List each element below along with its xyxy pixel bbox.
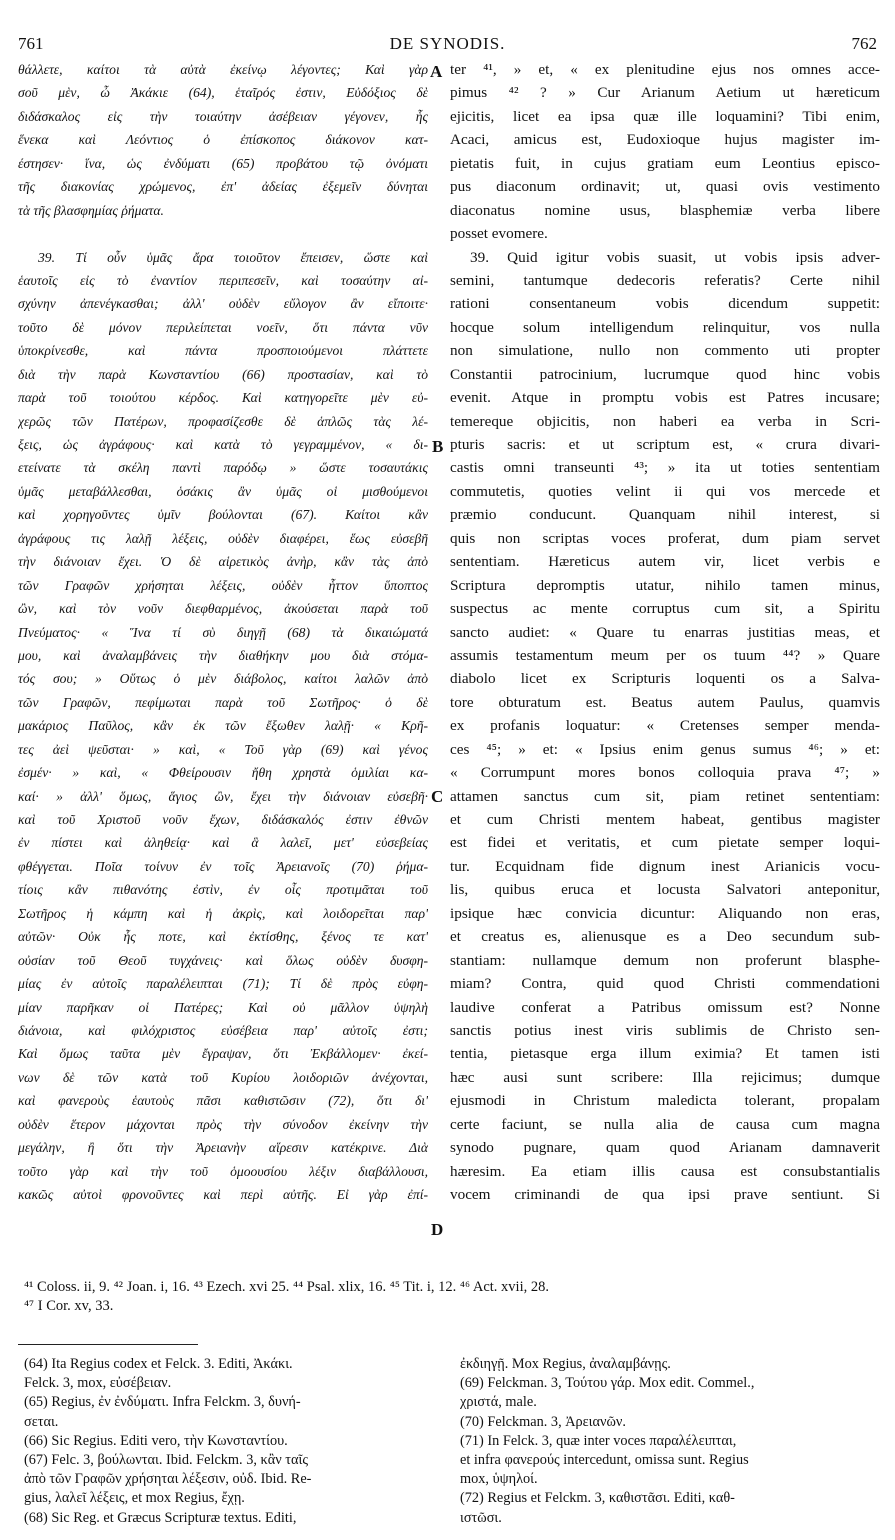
text-line: διάνοια, καὶ φιλόχριστος εὐσέβεια παρ' αὐτοῖς ἐστι; (18, 1022, 428, 1038)
text-line: τῶν Γραφῶν, πεφίμωται παρὰ τοῦ Σωτῆρος· ὁ δὲ (18, 694, 428, 710)
text-line: ipsique hæc convicia dicuntur: Aliquando non eras, (450, 904, 880, 922)
latin-paragraph-39 (450, 246, 880, 1207)
text-line: ejicitis, licet ea ipsa quæ ille loquamini? Tibi enim, (450, 107, 880, 125)
text-line: lis, quibus eruca et locusta Salvatori anteponitur, (450, 881, 880, 899)
text-line: laudive conferat a Patribus omissum est? Nonne (450, 998, 880, 1016)
scripture-references-line-1: ⁴¹ Coloss. ii, 9. ⁴² Joan. i, 16. ⁴³ Ezech. xvi 25. ⁴⁴ Psal. xlix, 16. ⁴⁵ Tit. i, 12. ⁴⁶ Act. xvii, 28. (24, 1279, 549, 1295)
text-line: commutetis, quoties velint ii qui vos mercede et (450, 482, 880, 500)
text-line: τοῦτο δὲ μόνον περιλείπεται νοεῖν, ὅτι πάντα νῦν (18, 319, 428, 335)
text-line: (69) Felckman. 3, Τούτου γάρ. Mox edit. Commel., (460, 1375, 755, 1392)
greek-column (18, 58, 428, 1206)
text-line: μίαν παρῆκαν οἱ Πατέρες; Καὶ οὐ μᾶλλον ὑψηλὴ (18, 999, 428, 1015)
text-line: evenit. Atque in promptu vobis est Patres incusare; (450, 389, 880, 407)
text-line: rationi consentaneum vobis dicendum suppetit: (450, 295, 880, 313)
text-line: tore obturatum est. Beatus autem Paulus, quamvis (450, 693, 880, 711)
text-line: καὶ τοῦ Χριστοῦ νοῦν ἔχων, διδάσκαλός ἐστιν ἐθνῶν (18, 812, 428, 827)
text-line: ὢν, καὶ τὸν νοῦν διεφθαρμένος, ἀκούσεται παρὰ τοῦ (18, 601, 428, 617)
text-line: τὴν διάνοιαν ἔχει. Ὁ δὲ αἱρετικὸς ἀνὴρ, κἂν τὰς ἀπὸ (18, 554, 428, 570)
editorial-notes-right (460, 1355, 880, 1528)
text-line: ἑαυτοῖς εἰς τὸ ἐναντίον περιπεσεῖν, καὶ τοσαύτην αἰ- (18, 272, 428, 288)
text-line: (64) Ita Regius codex et Felck. 3. Editi, Ἀκάκι. (24, 1356, 293, 1372)
text-line: hocque solum intelligendum relinquitur, vos nulla (450, 318, 880, 336)
text-line: sancto audiet: « Quare tu enarras justitias meas, et (450, 623, 880, 641)
text-line: (67) Felc. 3, βούλωνται. Ibid. Felckm. 3, κἂν ταῖς (24, 1451, 308, 1468)
text-line: est fidei et veritatis, et cum pietate semper loqui- (450, 834, 880, 852)
text-line: stantiam: nullamque demum non proferunt blasphe- (450, 951, 880, 969)
text-line: tentia, pietasque erga illum eximia? Et tamen isti (450, 1045, 880, 1063)
text-line: νων δὲ τῶν κατὰ τοῦ Κυρίου λοιδοριῶν ἀνέχονται, (18, 1069, 428, 1085)
text-line: μου, καὶ ἀναλαμβάνεις τὴν διαθήκην μου διὰ στόμα- (18, 647, 428, 663)
section-marker-d: D (431, 1220, 444, 1239)
text-line: μεγάλην, ἢ ὅτι τὴν Ἀρειανὴν αἵρεσιν κατέκρινε. Διὰ (18, 1140, 428, 1156)
section-marker-b: B (432, 437, 444, 456)
text-line: έστησεν· ἵνα, ὡς ἐνδύματι (65) προβάτου τῷ ὀνόματι (18, 155, 428, 171)
text-line: μακάριος Παῦλος, κἂν ἐκ τῶν ἔξωθεν λαλῇ· « Κρῆ- (18, 718, 428, 734)
scripture-references-line-2: ⁴⁷ I Cor. xv, 33. (24, 1298, 114, 1314)
text-line: synodo pugnare, quam quod Arianam damnaverit (450, 1139, 880, 1157)
text-line: σχύνην ἀπενέγκασθαι; ἀλλ' οὐδὲν εὔλογον ἂν εἴποιτε· (18, 296, 428, 312)
text-line: Constantii patrocinium, lucrumque quod hinc vobis (450, 365, 880, 383)
text-line: τοῦτο γὰρ καὶ τὴν τοῦ ὁμοουσίου λέξιν διαβάλλουσι, (18, 1163, 428, 1179)
text-line: χριστά, male. (460, 1394, 537, 1411)
text-line: hæc ausi sunt scribere: Illa rejicimus; dumque (450, 1068, 880, 1086)
text-line: (66) Sic Regius. Editi vero, τὴν Κωνσταντίου. (24, 1432, 288, 1449)
text-line: ἕνεκα καὶ Λεόντιος ὁ ἐπίσκοπος διάκονον κατ- (18, 132, 428, 148)
text-line: pus diaconum ordinavit; ut, quasi ovis vestimento (450, 178, 880, 196)
text-line: pietatis fuit, in cujus gratiam eum Leontius episco- (450, 154, 880, 172)
text-line: ἐν πίστει καὶ ἀληθείᾳ· καὶ ἃ λαλεῖ, μετ' εὐσεβείας (18, 835, 428, 851)
text-line: Acaci, amicus est, Eudoxioque hujus magister im- (450, 131, 880, 149)
text-line: τίοις κἂν πιθανότης ἐστὶν, ἐν οἷς προτιμᾶται τοῦ (18, 882, 428, 898)
text-line: κακῶς αὐτοὶ φρονοῦντες καὶ περὶ αὐτῆς. Εἰ γὰρ ἐπί- (18, 1187, 428, 1202)
text-line: (70) Felckman. 3, Ἀρειανῶν. (460, 1413, 626, 1430)
text-line: diabolo licet ex Scripturis loquenti os a Salva- (450, 670, 880, 688)
text-line: attamen sanctus cum sit, piam retinet sententiam: (450, 787, 880, 805)
text-line: Felck. 3, mox, εὐσέβειαν. (24, 1375, 172, 1392)
text-line: ἐσμέν· » καὶ, « Φθείρουσιν ἤθη χρηστὰ ὁμιλίαι κα- (18, 765, 428, 781)
latin-column (450, 58, 880, 1206)
text-line: et creatus es, alienusque es a Deo secundum sub- (450, 928, 880, 946)
text-line: ετείνατε τὰ σκέλη παντὶ παρόδῳ » ὥστε τοσαυτάκις (18, 460, 428, 476)
text-line: vocem criminandi de qua ipsi prave sentiunt. Si (450, 1186, 880, 1203)
page-number-left: 761 (18, 34, 44, 53)
text-line: ces ⁴⁵; » et: « Ipsius enim genus sumus ⁴⁶; » et: (450, 740, 880, 758)
text-line: gius, λαλεῖ λέξεις, et mox Regius, ἔχῃ. (24, 1490, 245, 1507)
text-line: ter ⁴¹, » et, « ex plenitudine ejus nos omnes acce- (450, 61, 880, 78)
text-line: pturis sacris: et ut scriptum est, « crura divari- (450, 436, 880, 453)
latin-paragraph-38-end (450, 58, 880, 246)
text-line: et cum Christi mentem habeat, gentibus magister (450, 811, 880, 828)
running-header (18, 34, 877, 54)
text-line: παρὰ τοῦ τοιούτου κέρδος. Καὶ κατηγορεῖτε μὲν εὐ- (18, 390, 428, 406)
text-line: et infra φανερούς intercedunt, omissa sunt. Regius (460, 1451, 749, 1468)
text-line: certe faciunt, se nulla alia de causa cum magna (450, 1115, 880, 1133)
page-number-right: 762 (851, 34, 877, 53)
text-line: τῶν Γραφῶν χρήσηται λέξεις, οὐδὲν ἧττον ὕποπτος (18, 577, 428, 593)
text-line: καὶ χορηγοῦντες ὑμῖν βούλονται (67). Καίτοι κἂν (18, 507, 428, 523)
text-line: ὑποκρίνεσθε, καὶ πάντα προσποιούμενοι πλάττετε (18, 343, 428, 359)
text-line: ejusmodi in Christum maledicta tolerant, propalam (450, 1092, 880, 1110)
text-line: αὐτῶν· Οὐκ ἦς ποτε, καὶ ἐκτίσθης, ξένος τε κατ' (18, 929, 428, 945)
text-line: suspectus ac mente corruptus cum sit, a Spiritu (450, 600, 880, 618)
text-line: diaconatus nomine usus, blasphemiæ verba libere (450, 201, 880, 219)
text-line: (72) Regius et Felckm. 3, καθιστᾶσι. Editi, καθ- (460, 1490, 735, 1507)
text-line: διὰ τὴν παρὰ Κωνσταντίου (66) προστασίαν, καὶ τὸ (18, 366, 428, 382)
text-line: μίας ἐν αὐτοῖς παραλέλειπται (71); Τί δὲ πρὸς εὐφη- (18, 976, 428, 992)
text-line: τός σου; » Οὕτως ὁ μὲν διάβολος, καίτοι λαλῶν ἀπὸ (18, 671, 428, 687)
text-line: ξεις, ὡς ἀγράφους· καὶ κατὰ τὸ γεγραμμένον, « δι- (18, 437, 428, 452)
section-marker-c: C (431, 787, 444, 806)
text-line: miam? Contra, quid quod Christi commendationi (450, 975, 880, 993)
text-line: ιστῶσι. (460, 1509, 502, 1526)
editorial-notes-left (24, 1355, 429, 1528)
text-line: Scriptura depromptis utatur, nihilo tamen minus, (450, 576, 880, 594)
text-line: οὐδὲν ἕτερον μάχονται πρὸς τὴν σύνοδον ἐκείνην τὴν (18, 1116, 428, 1132)
text-line: temereque objicitis, non haberi ea verba in Scri- (450, 412, 880, 430)
text-line: σοῦ μὲν, ὦ Ἀκάκιε (64), ἑταῖρός ἐστιν, Εὐδόξιος δὲ (18, 85, 428, 101)
text-line: castis omni transeunti ⁴³; » ita ut toties sententiam (450, 459, 880, 477)
text-line: φθέγγεται. Ποῖα τοίνυν ἐν τοῖς Ἀρειανοῖς (70) ῥήμα- (18, 858, 428, 874)
text-line: Πνεύματος· « Ἵνα τί σὺ διηγῇ (68) τὰ δικαιώματά (18, 624, 428, 640)
text-line: Σωτῆρος ἡ κάμπη καὶ ἡ ἀκρὶς, καὶ λοιδορεῖται παρ' (18, 905, 428, 921)
text-line: καὶ φανεροὺς ἑαυτοὺς πᾶσι καθιστῶσιν (72), ὅτι δι' (18, 1093, 428, 1109)
text-line: διδάσκαλος εἰς τὴν τοιαύτην ἀσέβειαν γέγονεν, ἧς (18, 108, 428, 124)
text-line: mox, ὑψηλοί. (460, 1471, 538, 1488)
text-line: posset evomere. (450, 225, 548, 243)
text-line: σεται. (24, 1413, 59, 1430)
text-line: 39. Τί οὖν ὑμᾶς ἄρα τοιοῦτον ἔπεισεν, ὥστε καὶ (38, 249, 428, 265)
text-line: ὑμᾶς μεταβάλλεσθαι, ὁσάκις ἂν ὑμᾶς οἱ μισθούμενοι (18, 483, 428, 499)
greek-paragraph-38-end (18, 58, 428, 222)
text-line: (71) In Felck. 3, quæ inter voces παραλέλειπται, (460, 1432, 737, 1449)
text-line: καί· » ἀλλ' ὅμως, ἅγιος ὢν, ἔχει τὴν διάνοιαν εὐσεβῆ· (18, 788, 428, 804)
text-line: Καὶ ὅμως ταῦτα μὲν ἔγραψαν, ὅτι Ἐκβάλλομεν· ἐκεί- (18, 1046, 428, 1062)
text-line: semini, tantumque dedecoris referatis? Certe nihil (450, 271, 880, 289)
text-line: τὰ τῆς βλασφημίας ῥήματα. (18, 202, 164, 218)
text-line: ἀπὸ τῶν Γραφῶν χρήσηται λέξεσιν, οὐδ. Ibid. Re- (24, 1471, 312, 1488)
text-line: pimus ⁴² ? » Cur Arianum Aetium ut hæreticum (450, 84, 880, 102)
text-line: οὐσίαν τοῦ Θεοῦ τυγχάνεις· καὶ ὅλως οὐδὲν δυσφη- (18, 952, 428, 968)
footnote-rule (18, 1344, 198, 1345)
text-line: ἐκδιηγῇ. Mox Regius, ἀναλαμβάνῃς. (460, 1356, 671, 1372)
text-line: 39. Quid igitur vobis suasit, ut vobis ipsis adver- (470, 248, 880, 266)
text-line: præmio conducunt. Quanquam nihil interest, si (450, 506, 880, 524)
text-line: ἀγράφους τις λαλῇ λέξεις, οὐδὲν διαφέρει, ἕως εὐσεβῆ (18, 530, 428, 546)
text-line: (65) Regius, ἐν ἐνδύματι. Infra Felckm. 3, δυνή- (24, 1394, 301, 1411)
text-line: ex profanis loquatur: « Cretenses semper menda- (450, 717, 880, 735)
text-line: assumis testamentum meum per os tuum ⁴⁴? » Quare (450, 646, 880, 664)
text-line: τες ἀεὶ ψεῦσται· » καὶ, « Τοῦ γὰρ (69) καὶ γένος (18, 741, 428, 757)
text-line: τῆς διακονίας χρώμενος, ἐπ' ἀδείας ἐξεμεῖν δύνηται (18, 179, 428, 195)
text-line: tur. Ecquidnam fide dignum inest Arianicis vocu- (450, 857, 880, 875)
text-line: quis non scriptas voces proferat, dum piam servet (450, 529, 880, 547)
text-line: (68) Sic Reg. et Græcus Scripturæ textus. Editi, (24, 1509, 297, 1526)
text-line: sententiam. Hæreticus autem vir, licet verbis e (450, 553, 880, 571)
section-marker-a: A (430, 62, 443, 81)
text-line: non simulatione, nullo non commento uti propter (450, 342, 880, 360)
text-line: « Corrumpunt mores bonos colloquia prava ⁴⁷; » (450, 764, 880, 782)
text-line: sanctis potius inest viris sublimis de Christo sen- (450, 1021, 880, 1039)
text-line: χερῶς τῶν Πατέρων, προφασίζεσθε δὲ ἁπλῶς τὰς λέ- (18, 413, 428, 429)
greek-paragraph-39 (18, 246, 428, 1207)
text-line: hæresim. Ea etiam illis causa est consubstantialis (450, 1162, 880, 1180)
running-title: DE SYNODIS. (389, 34, 506, 53)
text-line: θάλλετε, καίτοι τὰ αὐτὰ ἐκείνῳ λέγοντες; Καὶ γὰρ (18, 62, 428, 77)
